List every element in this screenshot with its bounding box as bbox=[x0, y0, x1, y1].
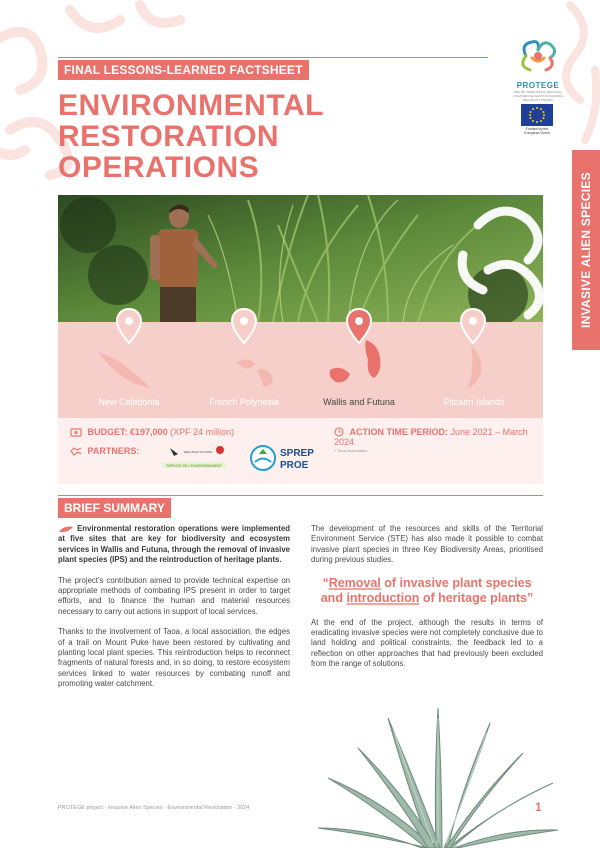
location-wallis-futuna: Wallis and Futuna bbox=[323, 397, 395, 407]
title-line-2: RESTORATION bbox=[58, 120, 280, 153]
quote-middle: of invasive plant species and bbox=[320, 575, 532, 605]
location-pin-active-icon bbox=[346, 308, 372, 344]
partner-note: + Taoa Association bbox=[334, 448, 368, 453]
quote-open: “ bbox=[322, 575, 329, 590]
page-title bbox=[58, 90, 398, 183]
summary-right-column bbox=[311, 524, 543, 680]
location-pin-icon bbox=[460, 308, 486, 344]
title-line-3: OPERATIONS bbox=[58, 151, 260, 184]
agave-plant-illustration bbox=[318, 698, 558, 848]
period-label: ACTION TIME PERIOD: bbox=[349, 427, 449, 437]
money-icon bbox=[70, 427, 82, 437]
protege-mark-icon bbox=[510, 36, 566, 74]
partner2-bottom-text: PROE bbox=[280, 460, 309, 471]
page-number: 1 bbox=[535, 800, 542, 814]
partners bbox=[70, 446, 139, 456]
summary-paragraph-4: The development of the resources and skills of the Territorial Environment Service (STE) has also made it possible to combat invasive plant species in three Key Biodiversity Areas, prioritised during previous studies. bbox=[311, 524, 543, 565]
summary-left-column bbox=[58, 524, 290, 700]
field-photo bbox=[58, 195, 543, 322]
summary-paragraph-2: The project's contribution aimed to provide technical expertise on appropriate methods of combating IPS present in order to target efforts, and to finance the human and material resources necessary to carry out actions in support of local services. bbox=[58, 575, 290, 616]
location-french-polynesia: French Polynesia bbox=[209, 397, 279, 407]
summary-divider bbox=[58, 495, 543, 496]
eu-logo bbox=[521, 104, 553, 135]
eu-caption: Funded by the European Union bbox=[524, 127, 550, 135]
category-label: INVASIVE ALIEN SPECIES bbox=[579, 172, 593, 328]
summary-lead-text: Environmental restoration operations were implemented at five sites that are key for biodiversity and ecosystem services in Wallis and Futuna, through the removal of invasive plant species (IPS) and the reintroduction of heritage plants. bbox=[58, 524, 291, 565]
category-side-tab bbox=[572, 150, 600, 350]
location-new-caledonia: New Caledonia bbox=[98, 397, 160, 407]
budget-note: (XPF 24 million) bbox=[170, 427, 235, 437]
partner1-bottom-text: SERVICE DE L'ENVIRONNEMENT bbox=[166, 464, 222, 468]
protege-tagline: PROJET TERRITORIAL REGIONAL OCEANIEN DE GESTION DURABLE DES ECOSYSTEMES bbox=[512, 90, 563, 102]
summary-paragraph-3: Thanks to the involvement of Taoa, a local association, the edges of a trail on Mount Puke have been restored by cultivating and planting local plant species. This reintroduction helps to reconnect fragments of natural forests and, in so doing, to restore ecosystem services linked to water resources by combating runoff and promoting water catchment. bbox=[58, 627, 290, 689]
leaf-accent-icon bbox=[58, 525, 74, 533]
partners-label: PARTNERS: bbox=[87, 446, 140, 456]
protege-logo bbox=[510, 36, 566, 102]
budget bbox=[70, 427, 234, 437]
summary-lead-paragraph bbox=[58, 524, 290, 566]
eu-flag-icon bbox=[521, 104, 553, 126]
title-line-1: ENVIRONMENTAL bbox=[58, 89, 324, 122]
new-caledonia-map bbox=[94, 342, 154, 392]
french-polynesia-map bbox=[233, 352, 278, 392]
info-panel bbox=[58, 418, 543, 484]
quote-highlight-introduction: introduction bbox=[346, 590, 420, 605]
location-pin-icon bbox=[116, 308, 142, 344]
clock-icon bbox=[334, 427, 344, 437]
summary-paragraph-5: At the end of the project, although the results in terms of eradicating invasive species were not completely conclusive due to land holding and political constraints, the feedback led to a reflection on other approaches that had previously been excluded from the range of solutions. bbox=[311, 617, 543, 669]
partner1-top-text: WALLIS ET FUTUNA bbox=[183, 450, 213, 454]
protege-name: PROTEGE bbox=[516, 81, 560, 90]
footer-text: PROTEGE project · Invasive Alien Species · Environmental Restoration · 2024 bbox=[58, 805, 250, 811]
wallis-futuna-environment-logo bbox=[162, 444, 226, 470]
locations-map bbox=[58, 322, 543, 418]
budget-label: BUDGET: bbox=[87, 427, 128, 437]
pull-quote bbox=[311, 576, 543, 606]
partner2-top-text: SPREP bbox=[280, 448, 314, 459]
location-pitcairn: Pitcairn Islands bbox=[443, 397, 505, 407]
quote-highlight-removal: Removal bbox=[328, 575, 381, 590]
period-value: June 2021 – March 2024 bbox=[334, 427, 528, 447]
handshake-icon bbox=[70, 447, 82, 456]
factsheet-label: FINAL LESSONS-LEARNED FACTSHEET bbox=[58, 60, 309, 80]
pitcairn-map bbox=[453, 342, 493, 392]
brief-summary-heading: BRIEF SUMMARY bbox=[58, 498, 171, 518]
top-divider bbox=[58, 57, 488, 58]
action-period bbox=[334, 427, 543, 447]
quote-end: of heritage plants” bbox=[419, 590, 534, 605]
location-pin-icon bbox=[231, 308, 257, 344]
budget-value: €197,000 bbox=[130, 427, 168, 437]
sprep-logo bbox=[250, 443, 316, 473]
